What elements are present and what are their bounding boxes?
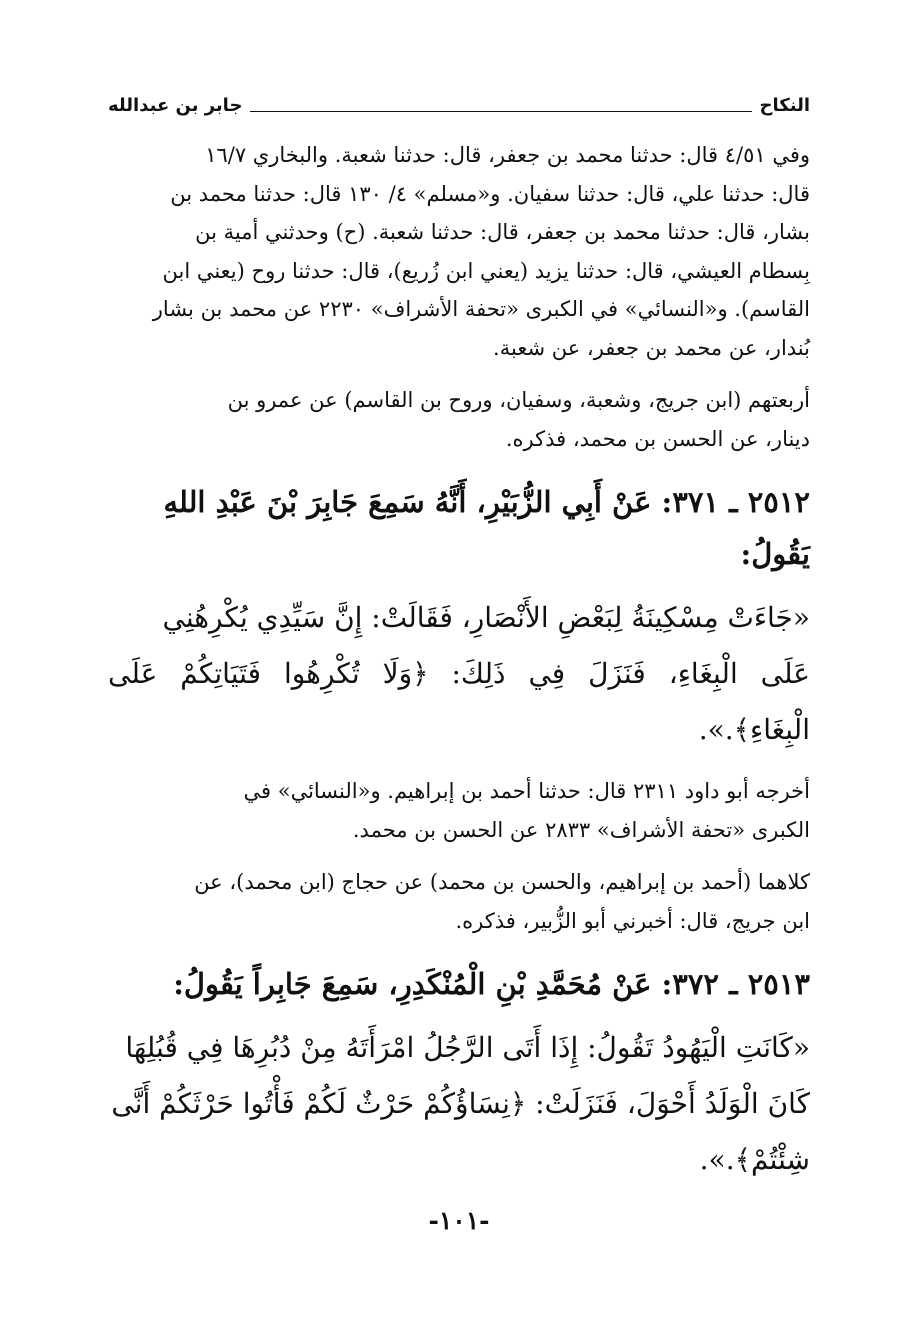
note-line: أخرجه أبو داود ٢٣١١ قال: حدثنا أحمد بن إبراهيم. و«النسائي» في bbox=[243, 779, 810, 803]
hadith-heading-line: يَقُولُ: bbox=[740, 537, 810, 571]
note-line: دينار، عن الحسن بن محمد، فذكره. bbox=[505, 426, 810, 451]
hadith-text-line: شِئْتُمْ﴾.». bbox=[699, 1143, 810, 1176]
hadith-text-line: «كَانَتِ الْيَهُودُ تَقُولُ: إِذَا أَتَى الرَّجُلُ امْرَأَتَهُ مِنْ دُبُرِهَا فِي قُبُلِهَا bbox=[125, 1031, 810, 1064]
note-line: كلاهما (أحمد بن إبراهيم، والحسن بن محمد) عن حجاج (ابن محمد)، عن bbox=[194, 870, 810, 894]
note-line: بِسطام العيشي، قال: حدثنا يزيد (يعني ابن زُريع)، قال: حدثنا روح (يعني ابن bbox=[162, 258, 810, 283]
spacer bbox=[108, 849, 810, 863]
hadith-text-line: كَانَ الْوَلَدُ أَحْوَلَ، فَنَزَلَتْ: ﴿نِسَاؤُكُمْ حَرْثٌ لَكُمْ فَأْتُوا حَرْثَكُمْ أَنَّى bbox=[111, 1087, 810, 1120]
chapter-title: النكاح bbox=[759, 95, 810, 116]
note-line: قال: حدثنا علي، قال: حدثنا سفيان. و«مسلم» ٤/ ١٣٠ قال: حدثنا محمد بن bbox=[170, 181, 810, 206]
page-content bbox=[108, 136, 810, 1188]
note-line: بشار، قال: حدثنا محمد بن جعفر، قال: حدثنا شعبة. (ح) وحدثني أمية بن bbox=[195, 220, 810, 244]
note-line: بُندار، عن محمد بن جعفر، عن شعبة. bbox=[493, 335, 810, 360]
book-page bbox=[108, 78, 810, 1258]
notes-block-4 bbox=[108, 863, 810, 940]
note-line: أربعتهم (ابن جريج، وشعبة، وسفيان، وروح بن القاسم) عن عمرو بن bbox=[227, 388, 810, 412]
spacer bbox=[108, 758, 810, 772]
header-rule bbox=[250, 101, 751, 112]
hadith-heading-line: ٢٥١٣ ـ ٣٧٢: عَنْ مُحَمَّدِ بْنِ الْمُنْكَدِرِ، سَمِعَ جَابِراً يَقُولُ: bbox=[173, 967, 810, 1001]
hadith-text-line: «جَاءَتْ مِسْكِينَةُ لِبَعْضِ الأَنْصَارِ، فَقَالَتْ: إِنَّ سَيِّدِي يُكْرِهُنِي bbox=[162, 601, 810, 634]
running-header bbox=[108, 78, 810, 118]
note-line: وفي ٤/٥١ قال: حدثنا محمد بن جعفر، قال: حدثنا شعبة. والبخاري ١٦/٧ bbox=[205, 143, 810, 167]
spacer bbox=[108, 367, 810, 381]
notes-block-3 bbox=[108, 772, 810, 849]
notes-block-1 bbox=[108, 136, 810, 367]
narrator-title: جابر بن عبدالله bbox=[108, 95, 243, 116]
hadith-2513-heading bbox=[108, 958, 810, 1010]
hadith-2513-text bbox=[108, 1020, 810, 1188]
hadith-text-line: عَلَى الْبِغَاءِ، فَنَزَلَ فِي ذَلِكَ: ﴿وَلَا تُكْرِهُوا فَتَيَاتِكُمْ عَلَى الْبِغَاءِ﴾.». bbox=[108, 657, 810, 746]
note-line: الكبرى «تحفة الأشراف» ٢٨٣٣ عن الحسن بن محمد. bbox=[352, 817, 810, 842]
note-line: القاسم). و«النسائي» في الكبرى «تحفة الأشراف» ٢٢٣٠ عن محمد بن بشار bbox=[152, 297, 810, 321]
page-number: -١٠١- bbox=[428, 1206, 490, 1235]
note-line: ابن جريج، قال: أخبرني أبو الزُّبير، فذكره. bbox=[455, 908, 810, 933]
hadith-heading-line: ٢٥١٢ ـ ٣٧١: عَنْ أَبِي الزُّبَيْرِ، أَنَّهُ سَمِعَ جَابِرَ بْنَ عَبْدِ اللهِ bbox=[163, 485, 810, 519]
hadith-2512-text bbox=[108, 590, 810, 758]
hadith-2512-heading bbox=[108, 476, 810, 580]
notes-block-2 bbox=[108, 381, 810, 458]
